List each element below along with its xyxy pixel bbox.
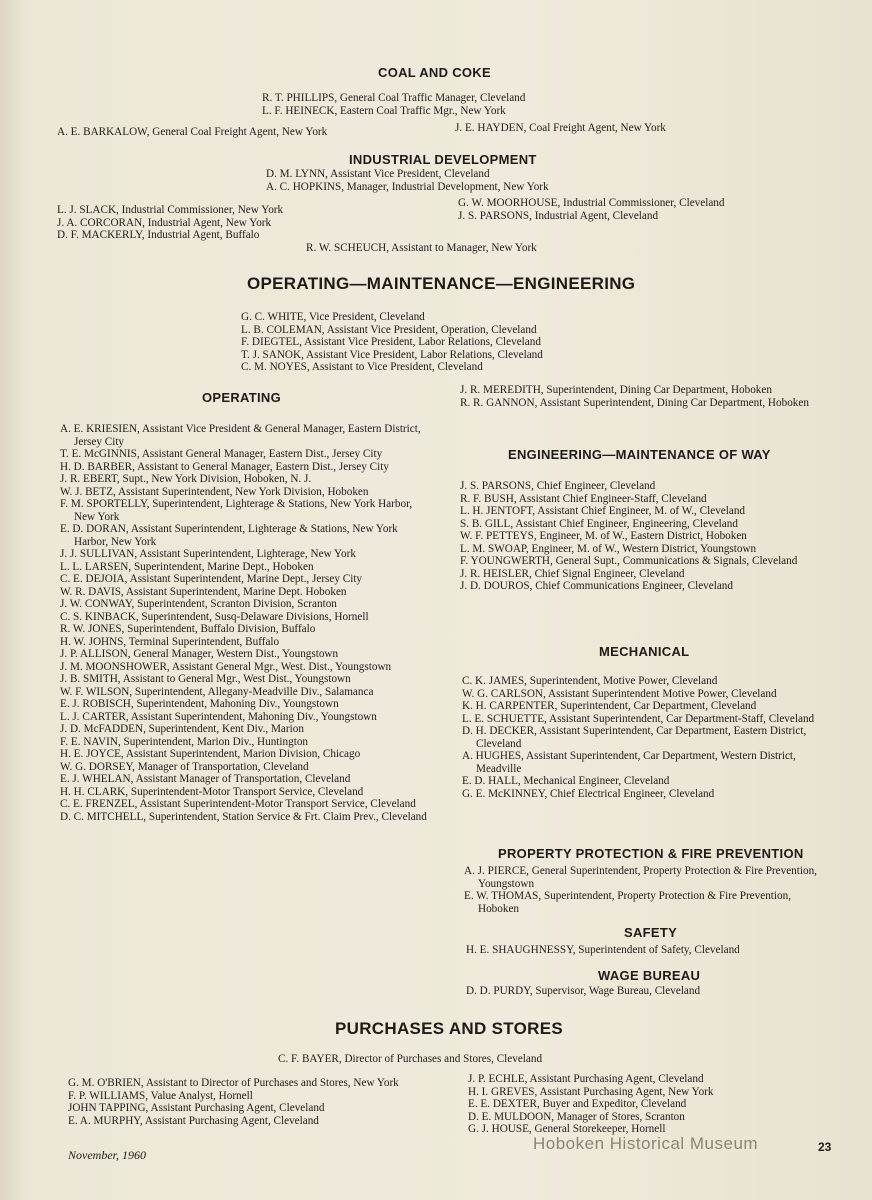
operating-heading: OPERATING xyxy=(202,390,282,405)
entry: J. E. HAYDEN, Coal Freight Agent, New York xyxy=(455,122,666,134)
entry: W. J. BETZ, Assistant Superintendent, New York Division, Hoboken xyxy=(60,485,369,498)
entry: C. S. KINBACK, Superintendent, Susq-Delaware Divisions, Hornell xyxy=(60,610,369,623)
entry: H. H. CLARK, Superintendent-Motor Transport Service, Cleveland xyxy=(60,785,364,798)
engineering-list xyxy=(460,480,822,593)
operating-list xyxy=(60,423,428,823)
wage-entry xyxy=(466,985,700,998)
entry: R. T. PHILLIPS, General Coal Traffic Manager, Cleveland xyxy=(262,92,526,104)
entry: W. R. DAVIS, Assistant Superintendent, Marine Dept. Hoboken xyxy=(60,585,347,598)
entry: H. E. SHAUGHNESSY, Superintendent of Safety, Cleveland xyxy=(466,944,740,956)
industrial-bottom xyxy=(306,242,537,255)
entry: L. H. JENTOFT, Assistant Chief Engineer, M. of W., Cleveland xyxy=(460,505,746,517)
entry: L. E. SCHUETTE, Assistant Superintendent, Car Department-Staff, Cleveland xyxy=(462,712,815,725)
entry: F. E. NAVIN, Superintendent, Marion Div., Huntington xyxy=(60,735,309,748)
entry: J. R. EBERT, Supt., New York Division, Hoboken, N. J. xyxy=(60,473,312,485)
entry: L. J. SLACK, Industrial Commissioner, New York xyxy=(57,204,284,216)
entry: E. D. HALL, Mechanical Engineer, Cleveland xyxy=(462,775,670,787)
engineering-heading: ENGINEERING—MAINTENANCE OF WAY xyxy=(508,447,771,462)
industrial-heading: INDUSTRIAL DEVELOPMENT xyxy=(349,152,537,167)
entry: C. E. DEJOIA, Assistant Superintendent, Marine Dept., Jersey City xyxy=(60,573,363,585)
entry: G. M. O'BRIEN, Assistant to Director of Purchases and Stores, New York xyxy=(68,1077,399,1089)
entry: E. D. DORAN, Assistant Superintendent, Lighterage & Stations, New York Harbor, New York xyxy=(60,523,398,548)
watermark: Hoboken Historical Museum xyxy=(533,1134,759,1153)
coal-heading: COAL AND COKE xyxy=(378,65,491,80)
entry: A. E. KRIESIEN, Assistant Vice President & General Manager, Eastern District, Jersey City xyxy=(60,423,421,448)
entry: E. J. WHELAN, Assistant Manager of Transportation, Cleveland xyxy=(60,773,351,785)
entry: F. YOUNGWERTH, General Supt., Communications & Signals, Cleveland xyxy=(460,555,798,567)
industrial-left xyxy=(57,204,283,242)
entry: H. I. GREVES, Assistant Purchasing Agent, New York xyxy=(468,1085,714,1098)
safety-entry xyxy=(466,944,740,957)
page-number: 23 xyxy=(818,1140,832,1154)
property-heading: PROPERTY PROTECTION & FIRE PREVENTION xyxy=(498,846,804,861)
entry: J. R. HEISLER, Chief Signal Engineer, Cleveland xyxy=(460,567,685,580)
entry: E. A. MURPHY, Assistant Purchasing Agent, Cleveland xyxy=(68,1114,319,1127)
entry: J. S. PARSONS, Chief Engineer, Cleveland xyxy=(460,480,656,492)
entry: J. D. DOUROS, Chief Communications Engineer, Cleveland xyxy=(460,580,733,592)
entry: A. C. HOPKINS, Manager, Industrial Development, New York xyxy=(266,180,549,193)
entry: F. M. SPORTELLY, Superintendent, Lighterage & Stations, New York Harbor, New York xyxy=(60,498,413,523)
entry: L. M. SWOAP, Engineer, M. of W., Western District, Youngstown xyxy=(460,542,757,555)
entry: L. F. HEINECK, Eastern Coal Traffic Mgr., New York xyxy=(262,104,506,117)
entry: D. M. LYNN, Assistant Vice President, Cleveland xyxy=(266,168,490,180)
coal-center xyxy=(262,92,525,117)
entry: JOHN TAPPING, Assistant Purchasing Agent, Cleveland xyxy=(68,1102,325,1114)
entry: J. A. CORCORAN, Industrial Agent, New York xyxy=(57,216,272,229)
entry: H. W. JOHNS, Terminal Superintendent, Buffalo xyxy=(60,635,280,648)
purchases-left xyxy=(68,1077,448,1127)
entry: E. W. THOMAS, Superintendent, Property Protection & Fire Prevention, Hoboken xyxy=(464,890,791,915)
entry: A. J. PIERCE, General Superintendent, Property Protection & Fire Prevention, Youngstown xyxy=(464,865,817,890)
entry: A. E. BARKALOW, General Coal Freight Agent, New York xyxy=(57,126,328,138)
entry: D. D. PURDY, Supervisor, Wage Bureau, Cleveland xyxy=(466,985,701,997)
entry: J. B. SMITH, Assistant to General Mgr., West Dist., Youngstown xyxy=(60,673,351,685)
entry: C. M. NOYES, Assistant to Vice President, Cleveland xyxy=(241,361,483,373)
entry: F. DIEGTEL, Assistant Vice President, Labor Relations, Cleveland xyxy=(241,336,541,348)
entry: D. H. DECKER, Assistant Superintendent, Car Department, Eastern District, Cleveland xyxy=(462,725,807,750)
entry: R. F. BUSH, Assistant Chief Engineer-Staff, Cleveland xyxy=(460,492,707,505)
entry: A. HUGHES, Assistant Superintendent, Car Department, Western District, Meadville xyxy=(462,750,796,775)
entry: J. P. ALLISON, General Manager, Western Dist., Youngstown xyxy=(60,648,339,660)
entry: E. J. ROBISCH, Superintendent, Mahoning Div., Youngstown xyxy=(60,698,339,710)
entry: W. F. WILSON, Superintendent, Allegany-Meadville Div., Salamanca xyxy=(60,685,374,698)
ome-heading: OPERATING—MAINTENANCE—ENGINEERING xyxy=(247,274,636,293)
entry: D. F. MACKERLY, Industrial Agent, Buffalo xyxy=(57,229,260,241)
coal-right xyxy=(455,122,666,135)
industrial-right xyxy=(458,197,725,222)
entry: K. H. CARPENTER, Superintendent, Car Department, Cleveland xyxy=(462,700,757,712)
entry: J. P. ECHLE, Assistant Purchasing Agent, Cleveland xyxy=(468,1073,704,1085)
entry: F. P. WILLIAMS, Value Analyst, Hornell xyxy=(68,1089,253,1102)
entry: E. E. DEXTER, Buyer and Expeditor, Cleveland xyxy=(468,1098,687,1110)
entry: J. W. CONWAY, Superintendent, Scranton Division, Scranton xyxy=(60,598,337,610)
entry: C. E. FRENZEL, Assistant Superintendent-Motor Transport Service, Cleveland xyxy=(60,798,416,810)
entry: D. C. MITCHELL, Superintendent, Station Service & Frt. Claim Prev., Cleveland xyxy=(60,810,427,823)
footer-date: November, 1960 xyxy=(68,1148,146,1162)
purchases-heading: PURCHASES AND STORES xyxy=(335,1019,563,1038)
entry: R. W. SCHEUCH, Assistant to Manager, New York xyxy=(306,242,537,254)
entry: J. S. PARSONS, Industrial Agent, Cleveland xyxy=(458,209,659,222)
entry: D. E. MULDOON, Manager of Stores, Scranton xyxy=(468,1110,685,1123)
entry: C. K. JAMES, Superintendent, Motive Power, Cleveland xyxy=(462,675,718,687)
entry: W. F. PETTEYS, Engineer, M. of W., Eastern District, Hoboken xyxy=(460,530,747,542)
ome-center xyxy=(241,311,543,374)
entry: R. R. GANNON, Assistant Superintendent, Dining Car Department, Hoboken xyxy=(460,396,809,409)
entry: W. G. CARLSON, Assistant Superintendent Motive Power, Cleveland xyxy=(462,687,777,700)
entry: L. J. CARTER, Assistant Superintendent, Mahoning Div., Youngstown xyxy=(60,710,377,723)
dining-list xyxy=(460,384,822,409)
entry: J. D. McFADDEN, Superintendent, Kent Div., Marion xyxy=(60,723,304,735)
wage-heading: WAGE BUREAU xyxy=(598,968,701,983)
mechanical-heading: MECHANICAL xyxy=(599,644,690,659)
coal-left xyxy=(57,126,327,139)
entry: L. L. LARSEN, Superintendent, Marine Dept., Hoboken xyxy=(60,560,314,573)
entry: G. E. McKINNEY, Chief Electrical Engineer, Cleveland xyxy=(462,787,715,800)
entry: C. F. BAYER, Director of Purchases and Stores, Cleveland xyxy=(278,1053,543,1065)
entry: G. W. MOORHOUSE, Industrial Commissioner, Cleveland xyxy=(458,197,725,209)
entry: G. J. HOUSE, General Storekeeper, Hornell xyxy=(468,1123,666,1135)
entry: J. J. SULLIVAN, Assistant Superintendent, Lighterage, New York xyxy=(60,548,356,560)
property-list xyxy=(464,865,824,915)
entry: W. G. DORSEY, Manager of Transportation, Cleveland xyxy=(60,760,309,773)
safety-heading: SAFETY xyxy=(624,925,678,940)
purchases-center xyxy=(278,1053,542,1066)
entry: R. W. JONES, Superintendent, Buffalo Division, Buffalo xyxy=(60,623,316,635)
entry: T. J. SANOK, Assistant Vice President, Labor Relations, Cleveland xyxy=(241,348,543,361)
entry: G. C. WHITE, Vice President, Cleveland xyxy=(241,311,425,323)
entry: J. R. MEREDITH, Superintendent, Dining Car Department, Hoboken xyxy=(460,384,772,396)
entry: S. B. GILL, Assistant Chief Engineer, Engineering, Cleveland xyxy=(460,517,738,530)
entry: J. M. MOONSHOWER, Assistant General Mgr., West. Dist., Youngstown xyxy=(60,660,392,673)
entry: L. B. COLEMAN, Assistant Vice President, Operation, Cleveland xyxy=(241,323,537,336)
mechanical-list xyxy=(462,675,822,800)
entry: H. D. BARBER, Assistant to General Manager, Eastern Dist., Jersey City xyxy=(60,460,389,473)
purchases-right xyxy=(468,1073,714,1136)
entry: H. E. JOYCE, Assistant Superintendent, Marion Division, Chicago xyxy=(60,748,361,760)
industrial-center xyxy=(266,168,549,193)
entry: T. E. McGINNIS, Assistant General Manager, Eastern Dist., Jersey City xyxy=(60,448,383,460)
